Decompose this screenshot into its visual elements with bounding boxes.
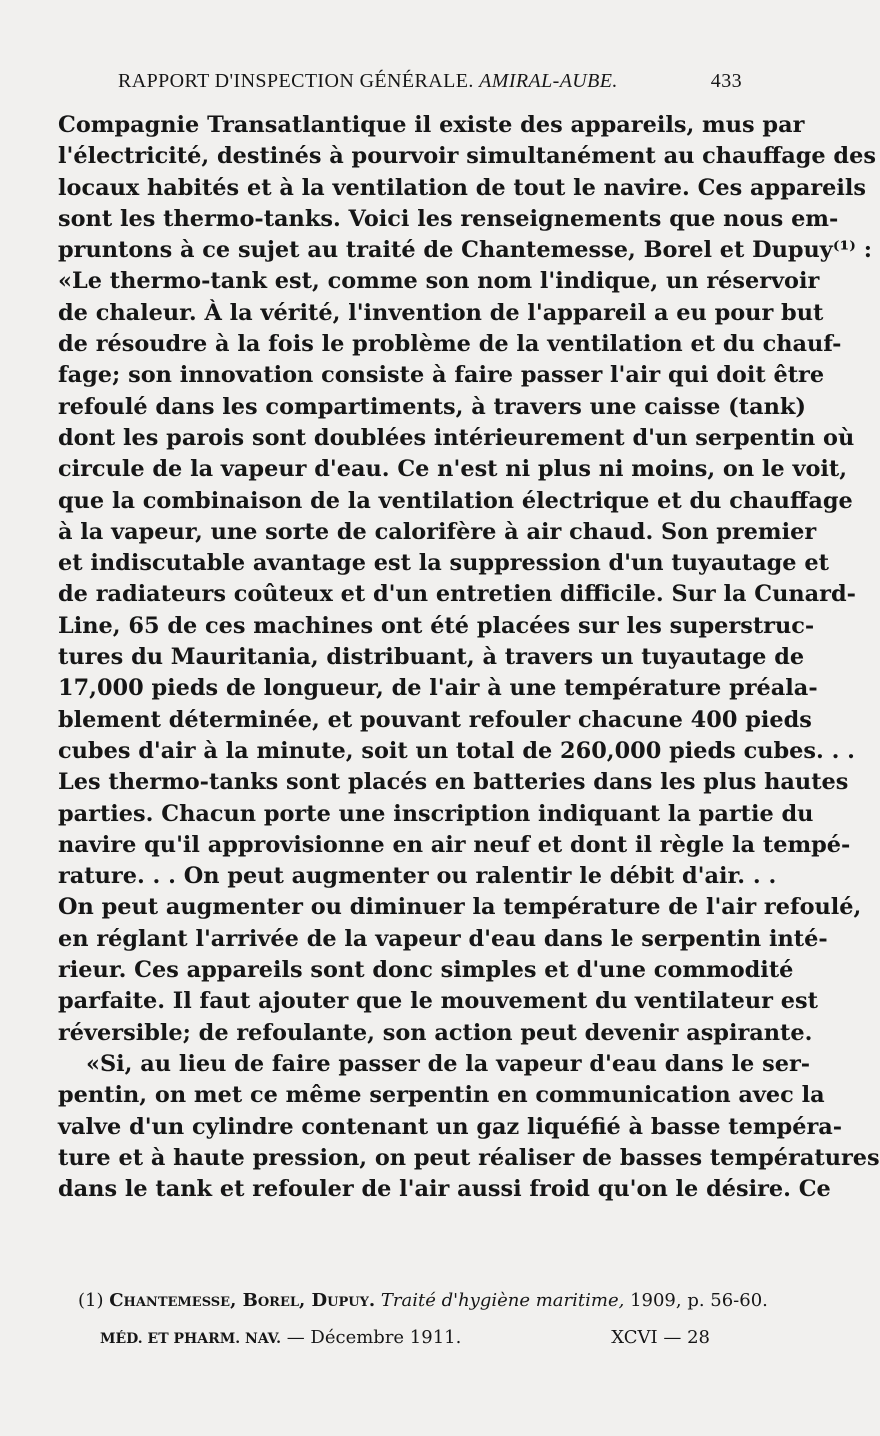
signature-dash: — [286,1327,305,1348]
text-line: Compagnie Transatlantique il existe des appareils, mus par [58,112,805,138]
text-line: tures du Mauritania, distribuant, à travers un tuyautage de [58,644,805,671]
ship-name: AMIRAL-AUBE. [479,70,618,92]
text-line: ture et à haute pression, on peut réaliser de basses températures [58,1144,880,1171]
sheet-number: XCVI — 28 [611,1327,710,1348]
text-line: à la vapeur, une sorte de calorifère à air chaud. Son premier [58,518,817,545]
text-line: Line, 65 de ces machines ont été placées sur les superstruc- [58,612,815,639]
text-line: pentin, on met ce même serpentin en communication avec la [58,1082,825,1109]
footnote-work: Traité d'hygiène maritime, [380,1290,625,1311]
text-line: parties. Chacun porte une inscription indiquant la partie du [58,800,814,827]
text-line: On peut augmenter ou diminuer la température de l'air refoulé, [58,894,862,921]
text-line: refoulé dans les compartiments, à travers une caisse (tank) [58,393,806,420]
text-line: de chaleur. À la vérité, l'invention de l'appareil a eu pour but [58,299,824,326]
text-line: et indiscutable avantage est la suppression d'un tuyautage et [58,550,829,577]
issue-date: Décembre 1911. [310,1327,462,1348]
text-line: cubes d'air à la minute, soit un total de 260,000 pieds cubes. . . [58,737,855,764]
text-line: blement déterminée, et pouvant refouler chacune 400 pieds [58,706,812,733]
text-line: dont les parois sont doublées intérieurement d'un serpentin où [58,424,855,451]
text-line: «Si, au lieu de faire passer de la vapeur d'eau dans le ser- [86,1050,811,1077]
page-number: 433 [710,70,742,92]
footnote-marker: (1) [78,1290,104,1311]
text-line: fage; son innovation consiste à faire passer l'air qui doit être [58,362,825,389]
text-line: «Le thermo-tank est, comme son nom l'indique, un réservoir [58,268,820,295]
text-line: sont les thermo-tanks. Voici les renseignements que nous em- [58,205,839,232]
footnote [78,1290,768,1311]
text-line: circule de la vapeur d'eau. Ce n'est ni plus ni moins, on le voit, [58,456,848,483]
text-line: 17,000 pieds de longueur, de l'air à une température préala- [58,675,818,702]
text-line: l'électricité, destinés à pourvoir simultanément au chauffage des [58,143,876,170]
text-line: de résoudre à la fois le problème de la ventilation et du chauf- [58,331,842,358]
text-line: valve d'un cylindre contenant un gaz liquéfié à basse tempéra- [58,1113,843,1140]
text-line: pruntons à ce sujet au traité de Chantemesse, Borel et Dupuy⁽¹⁾ : [58,237,873,264]
text-line: locaux habités et à la ventilation de tout le navire. Ces appareils [58,174,867,201]
footnote-authors: Chantemesse, Borel, Dupuy. [109,1290,376,1311]
text-line: parfaite. Il faut ajouter que le mouvement du ventilateur est [58,988,818,1015]
journal-name: MÉD. ET PHARM. NAV. [100,1331,281,1347]
text-line: rieur. Ces appareils sont donc simples et d'une commodité [58,957,794,984]
text-line: de radiateurs coûteux et d'un entretien difficile. Sur la Cunard- [58,581,856,608]
text-line: rature. . . On peut augmenter ou ralentir le débit d'air. . . [58,863,777,890]
footnote-details: 1909, p. 56-60. [630,1290,768,1311]
text-line: que la combinaison de la ventilation électrique et du chauffage [58,487,853,514]
text-line: navire qu'il approvisionne en air neuf et dont il règle la tempé- [58,831,851,858]
body-text [58,110,880,1205]
text-line: réversible; de refoulante, son action peut devenir aspirante. [58,1019,813,1046]
running-title: RAPPORT D'INSPECTION GÉNÉRALE. AMIRAL-AUBE. [118,70,618,92]
text-line: en réglant l'arrivée de la vapeur d'eau dans le serpentin inté- [58,925,828,952]
text-line: Les thermo-tanks sont placés en batteries dans les plus hautes [58,769,849,796]
text-line: dans le tank et refouler de l'air aussi froid qu'on le désire. Ce [58,1176,831,1203]
